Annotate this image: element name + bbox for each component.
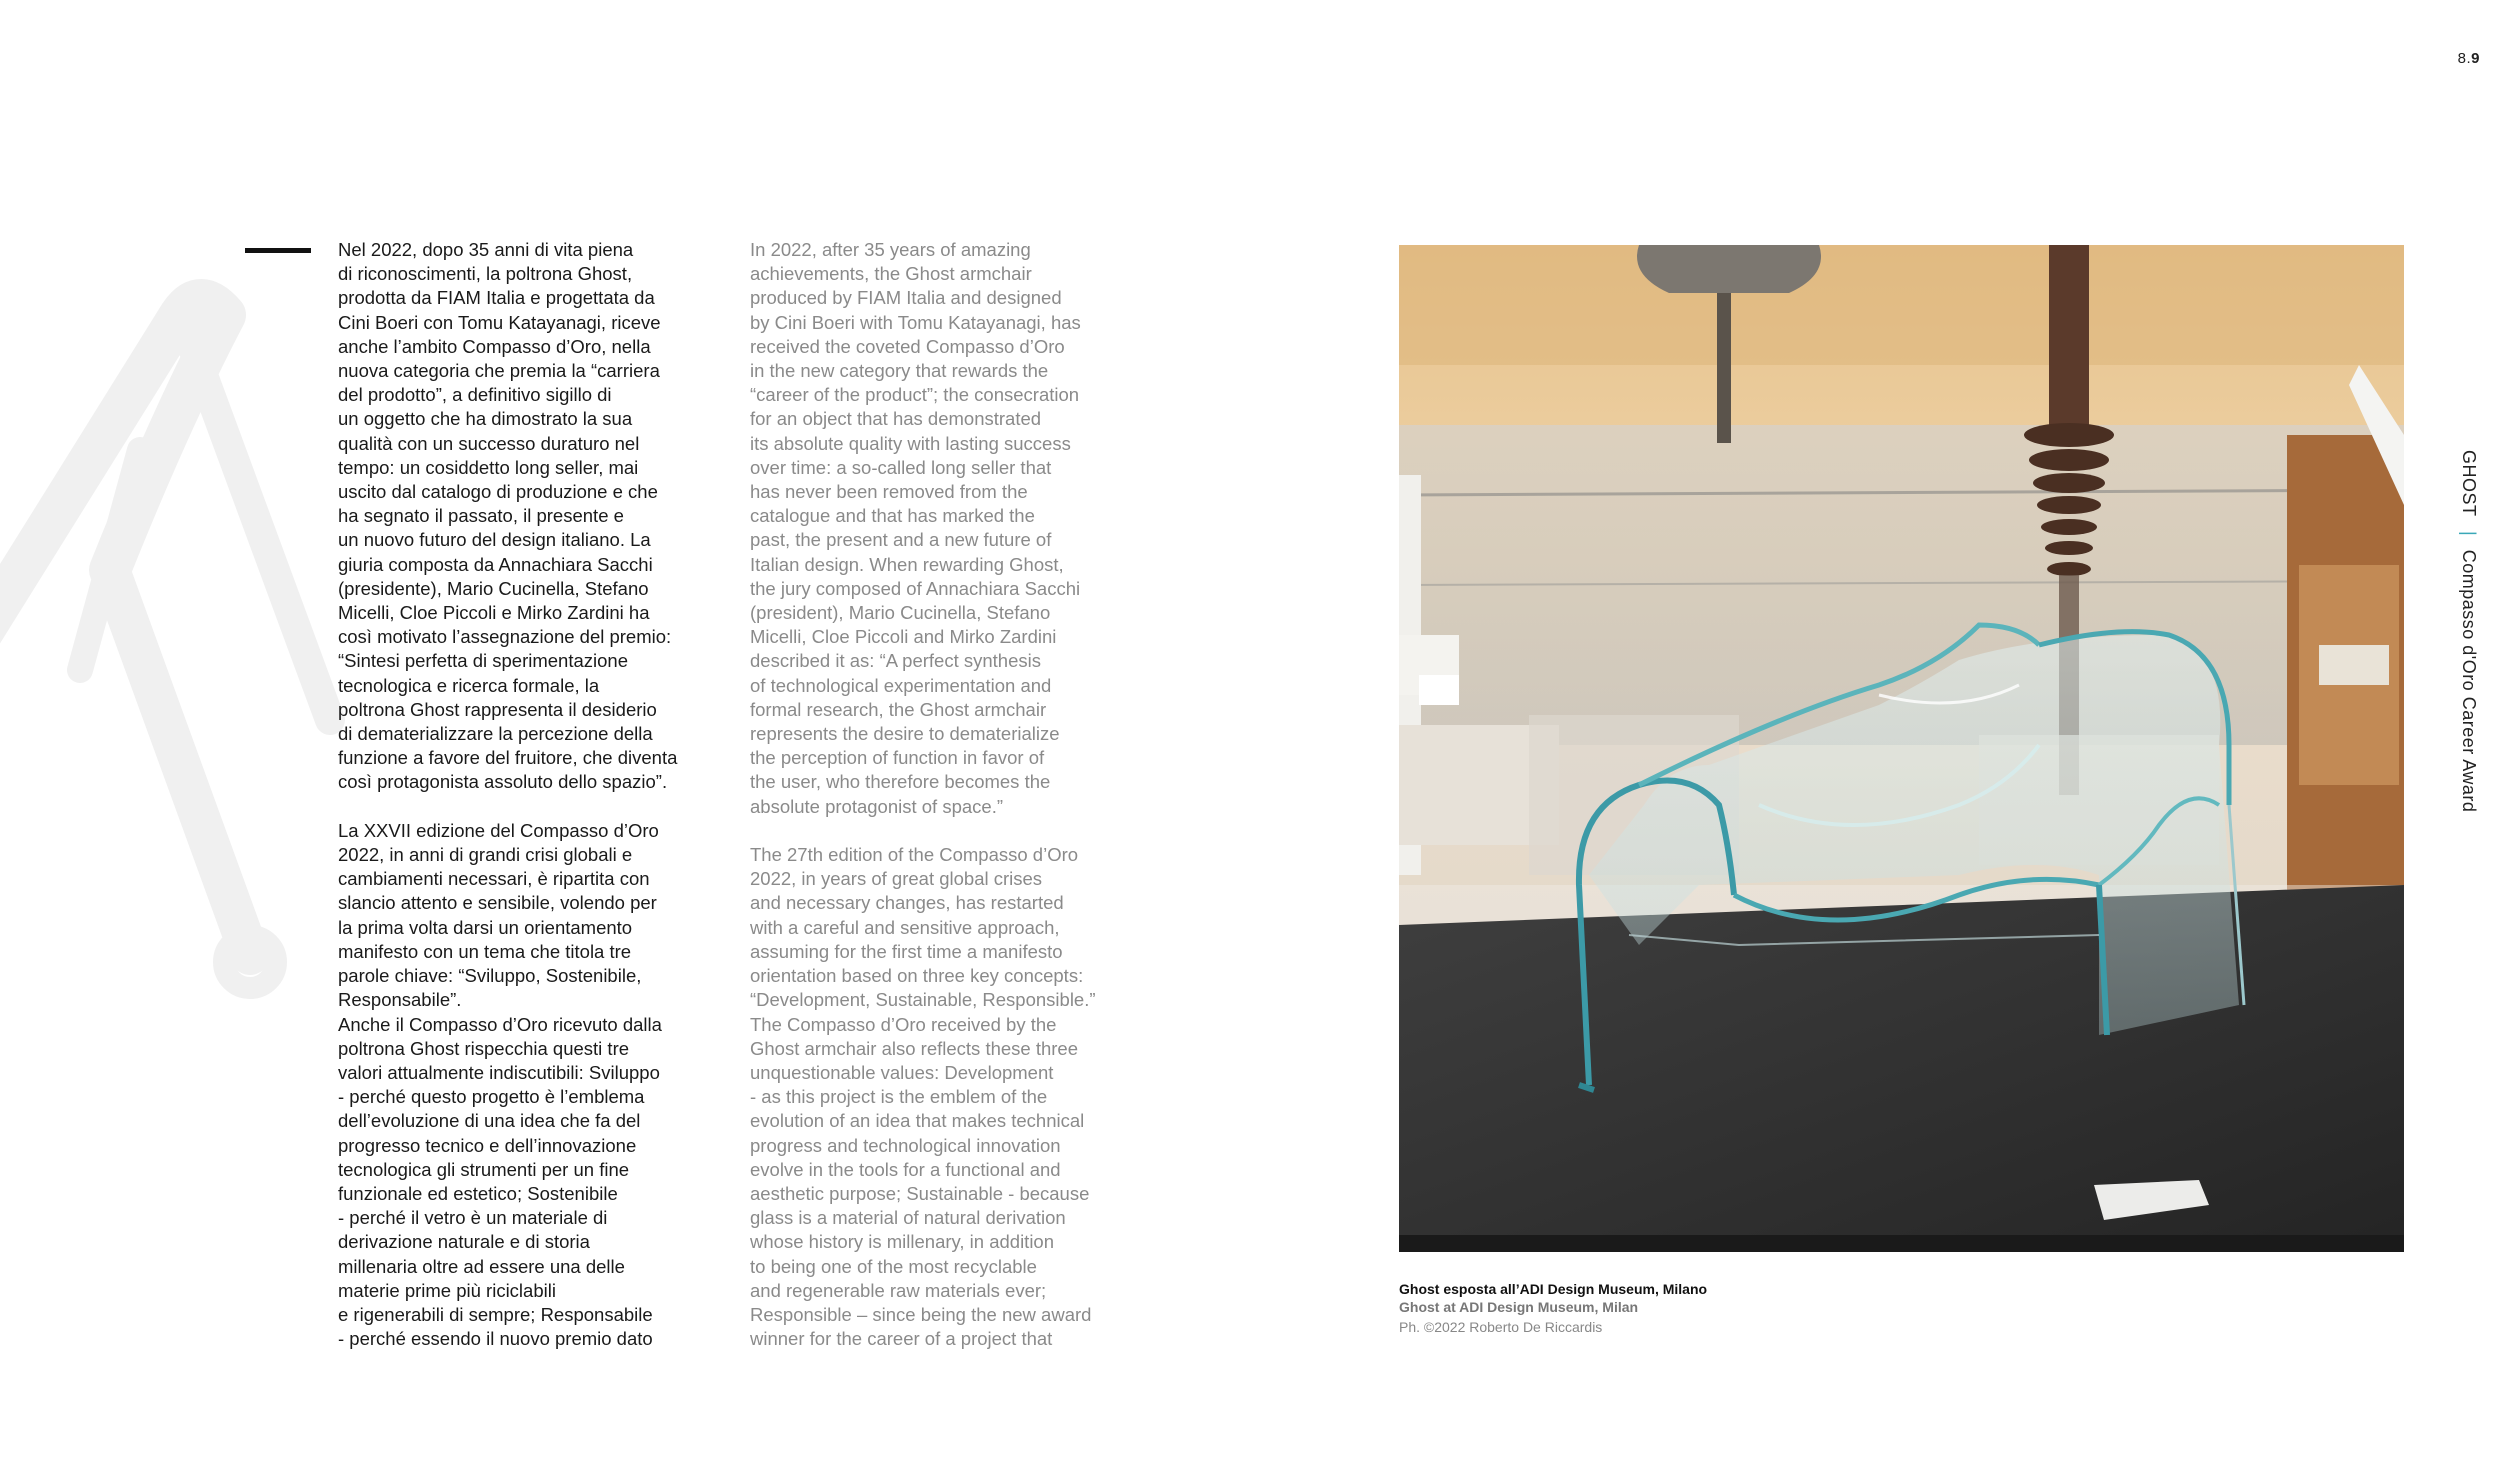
page-number-prefix: 8.: [2457, 50, 2472, 67]
side-label-separator: |: [2459, 530, 2479, 536]
caption-english: Ghost at ADI Design Museum, Milan: [1399, 1299, 1639, 1315]
section-dash: [245, 248, 311, 253]
side-label-brand: GHOST: [2459, 450, 2479, 517]
photo-caption: [1399, 1280, 1707, 1336]
caption-credit: Ph. ©2022 Roberto De Riccardis: [1399, 1319, 1603, 1335]
side-section-label: [2449, 450, 2479, 812]
ghost-chair-photo: [1399, 245, 2404, 1252]
english-text-column: In 2022, after 35 years of amazing achievements, the Ghost armchair produced by FIAM Italia and designed by Cini Boeri with Tomu Katayanagi, has received the coveted Compasso d’Oro in the new category that rewards the “career of the product”; the consecration for an object that has demonstrated its absolute quality with lasting success over time: a so-called long seller that has never been removed from the catalogue and that has marked the past, the present and a new future of Italian design. When rewarding Ghost, the jury composed of Annachiara Sacchi (president), Mario Cucinella, Stefano Micelli, Cloe Piccoli and Mirko Zardini described it as: “A perfect synthesis of technological experimentation and formal research, the Ghost armchair represents the desire to dematerialize the perception of function in favor of the user, who therefore becomes the absolute protagonist of space.” The 27th edition of the Compasso d’Oro 2022, in years of great global crises and necessary changes, has restarted with a careful and sensitive approach, assuming for the first time a manifesto orientation based on three key concepts: “Development, Sustainable, Responsible.” The Compasso d’Oro received by the Ghost armchair also reflects these three unquestionable values: Development - as this project is the emblem of the evolution of an idea that makes technical progress and technological innovation evolve in the tools for a functional and aesthetic purpose; Sustainable - because glass is a material of natural derivation whose history is millenary, in addition to being one of the most recyclable and regenerable raw materials ever; Responsible – since being the new award winner for the career of a project that: [750, 239, 1096, 1350]
caption-italian: Ghost esposta all’ADI Design Museum, Milano: [1399, 1281, 1708, 1297]
page-number: [2440, 50, 2480, 67]
italian-text-column: Nel 2022, dopo 35 anni di vita piena di riconoscimenti, la poltrona Ghost, prodotta da FIAM Italia e progettata da Cini Boeri con Tomu Katayanagi, riceve anche l’ambito Compasso d’Oro, nella nuova categoria che premia la “carriera del prodotto”, a definitivo sigillo di un oggetto che ha dimostrato la sua qualità con un successo duraturo nel tempo: un cosiddetto long seller, mai uscito dal catalogo di produzione e che ha segnato il passato, il presente e un nuovo futuro del design italiano. La giuria composta da Annachiara Sacchi (presidente), Mario Cucinella, Stefano Micelli, Cloe Piccoli e Mirko Zardini ha così motivato l’assegnazione del premio: “Sintesi perfetta di sperimentazione tecnologica e ricerca formale, la poltrona Ghost rappresenta il desiderio di dematerializzare la percezione della funzione a favore del fruitore, che diventa così protagonista assoluto dello spazio”. La XXVII edizione del Compasso d’Oro 2022, in anni di grandi crisi globali e cambiamenti necessari, è ripartita con slancio attento e sensibile, volendo per la prima volta darsi un orientamento manifesto con un tema che titola tre parole chiave: “Sviluppo, Sostenibile, Responsabile”. Anche il Compasso d’Oro ricevuto dalla poltrona Ghost rispecchia questi tre valori attualmente indiscutibili: Sviluppo - perché questo progetto è l’emblema dell’evoluzione di una idea che fa del progresso tecnico e dell’innovazione tecnologica gli strumenti per un fine funzionale ed estetico; Sostenibile - perché il vetro è un materiale di derivazione naturale e di storia millenaria oltre ad essere una delle materie prime più riciclabili e rigenerabili di sempre; Responsabile - perché essendo il nuovo premio dato: [338, 239, 678, 1350]
side-label-subtitle: Compasso d'Oro Career Award: [2459, 549, 2479, 813]
page-number-main: 9: [2471, 50, 2480, 67]
